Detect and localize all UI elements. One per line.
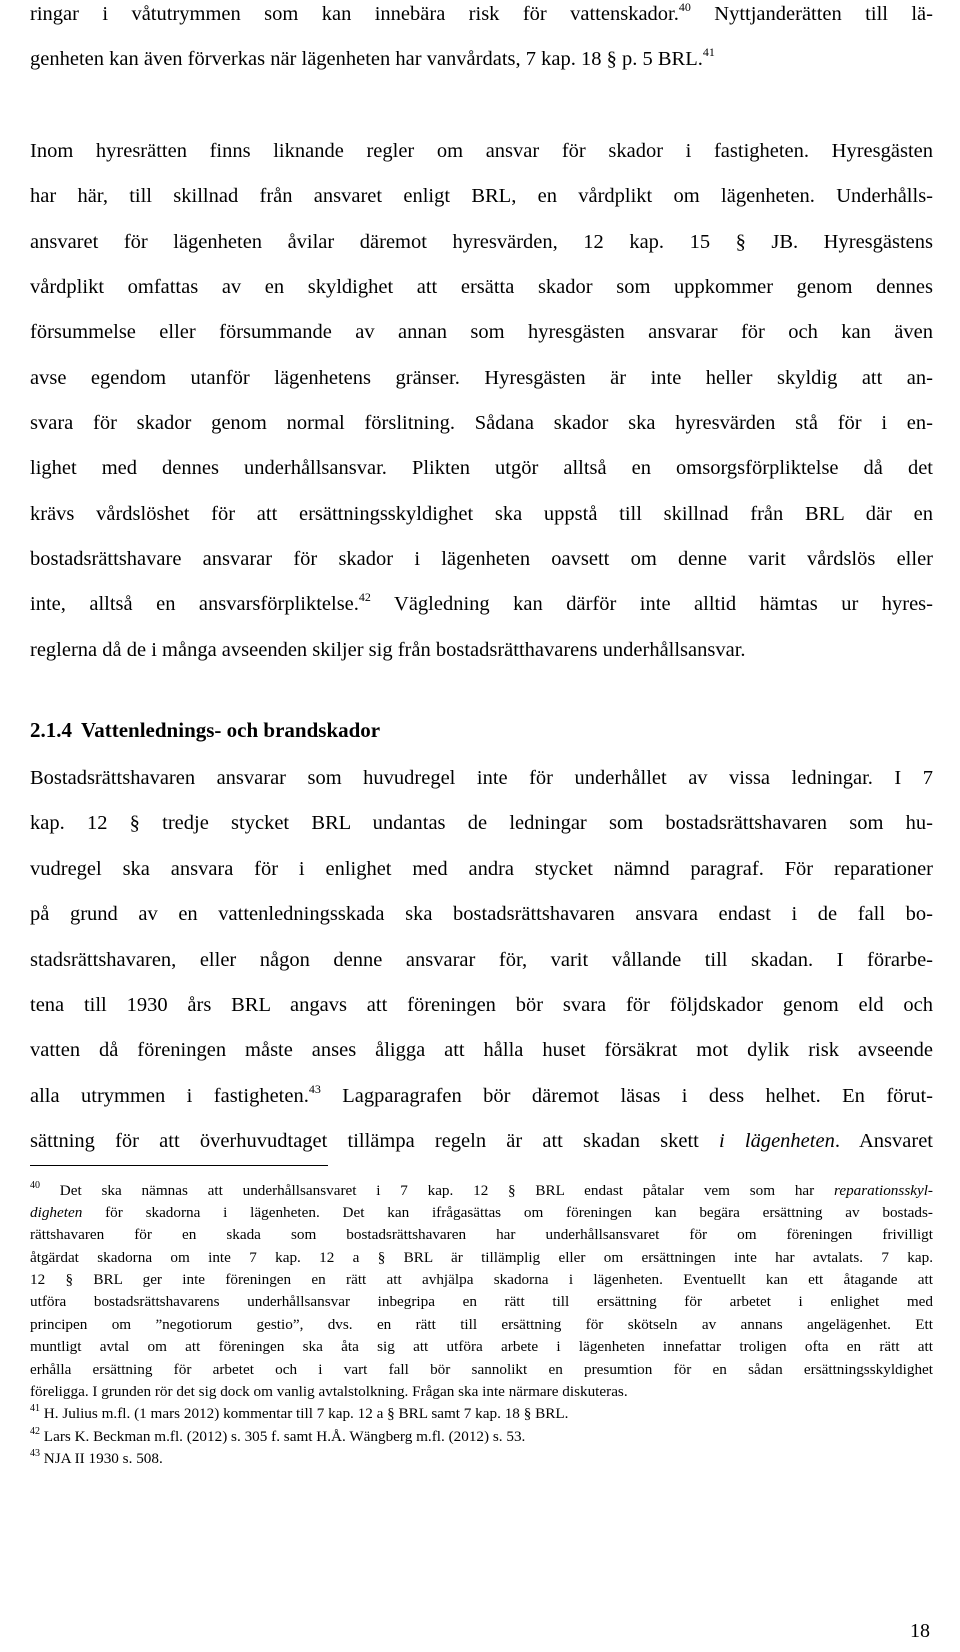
body-line: krävs vårdslöshet för att ersättningsskyldighet ska uppstå till skillnad från BRL där en [30,503,933,525]
body-line: bostadsrättshavare ansvarar för skador i lägenheten oavsett om denne varit vårdslös eller [30,548,933,570]
body-line: kap. 12 § tredje stycket BRL undantas de ledningar som bostadsrättshavaren som hu- [30,812,933,834]
body-line: avse egendom utanför lägenhetens gränser. Hyresgästen är inte heller skyldig att an- [30,367,933,389]
body-line: vårdplikt omfattas av en skyldighet att ersätta skador som uppkommer genom dennes [30,276,933,298]
body-line: sättning för att överhuvudtaget tillämpa regeln är att skadan skett i lägenheten. Ansvaret [30,1130,933,1152]
section-heading [30,718,380,743]
body-line: genheten kan även förverkas när lägenheten har vanvårdats, 7 kap. 18 § p. 5 BRL.$^{41}$ [30,45,715,70]
footnote-number: 43 [30,1448,40,1459]
footnote-line: muntligt avtal om att föreningen ska åta sig att utföra arbete i lägenheten innefattar troligen ofta en rätt att [30,1338,933,1355]
section-title: Vattenlednings- och brandskador [81,718,381,742]
footnote-separator [30,1165,328,1166]
body-line: på grund av en vattenledningsskada ska bostadsrättshavaren ansvara endast i de fall bo- [30,903,933,925]
body-line: Inom hyresrätten finns liknande regler om ansvar för skador i fastigheten. Hyresgästen [30,140,933,162]
footnote-line: principen om ”negotiorum gestio”, dvs. en rätt till ersättning för skötseln av annans angelägenhet. Ett [30,1316,933,1333]
body-line: tena till 1930 års BRL angavs att föreningen bör svara för följdskador genom eld och [30,994,933,1016]
footnote-ref-43[interactable]: 43 [308,1082,321,1096]
footnote-line: rättshavaren för en skada som bostadsrättshavaren har underhållsansvaret för om föreningen frivilligt [30,1226,933,1243]
page-number: 18 [910,1620,930,1642]
body-line: ansvaret för lägenheten åvilar däremot hyresvärden, 12 kap. 15 § JB. Hyresgästens [30,231,933,253]
body-line: Bostadsrättshavaren ansvarar som huvudregel inte för underhållet av vissa ledningar. I 7 [30,767,933,789]
body-line: stadsrättshavaren, eller någon denne ansvarar för, varit vållande till skadan. I förarbe- [30,949,933,971]
footnote-41: $^{41}$ H. Julius m.fl. (1 mars 2012) kommentar till 7 kap. 12 a § BRL samt 7 kap. 18 § BRL. [30,1403,569,1422]
footnote-line: erhålla ersättning för arbetet och i vart fall bör sannolikt en presumtion för en sådan ersättningsskyldighet [30,1361,933,1378]
section-number: 2.1.4 [30,718,72,742]
body-line: svara för skador genom normal förslitning. Sådana skador ska hyresvärden stå för i en- [30,412,933,434]
body-line: ringar i våtutrymmen som kan innebära risk för vattenskador.$^{40}$ Nyttjanderätten till lä- [30,0,933,25]
body-line: vudregel ska ansvara för i enlighet med andra stycket nämnd paragraf. För reparationer [30,858,933,880]
body-line: lighet med dennes underhållsansvar. Plikten utgör alltså en omsorgsförpliktelse då det [30,457,933,479]
footnote-ref-41[interactable]: 41 [702,45,715,59]
footnote-42: $^{42}$ Lars K. Beckman m.fl. (2012) s. 305 f. samt H.Å. Wängberg m.fl. (2012) s. 53. [30,1426,526,1445]
footnote-number: 42 [30,1426,40,1437]
footnote-line: föreligga. I grunden rör det sig dock om vanlig avtalstolkning. Frågan ska inte närmare diskuteras. [30,1383,628,1400]
footnote-40: $^{40}$ Det ska nämnas att underhållsansvaret i 7 kap. 12 § BRL endast påtalar vem som har reparationsskyl- [30,1180,933,1199]
body-line: har här, till skillnad från ansvaret enligt BRL, en vårdplikt om lägenheten. Underhålls- [30,185,933,207]
footnote-line: utföra bostadsrättshavarens underhållsansvar inbegripa en rätt till ersättning för arbetet i enlighet med [30,1293,933,1310]
footnote-number: 41 [30,1403,40,1414]
footnote-line: 12 § BRL ger inte föreningen en rätt att avhjälpa skadorna i lägenheten. Eventuellt kan ett åtagande att [30,1271,933,1288]
body-line: försummelse eller försummande av annan som hyresgästen ansvarar för och kan även [30,321,933,343]
footnote-number: 40 [30,1180,40,1191]
body-line: alla utrymmen i fastigheten.$^{43}$ Lagparagrafen bör däremot läsas i dess helhet. En förut- [30,1082,934,1107]
footnote-ref-40[interactable]: 40 [678,0,691,14]
body-line: vatten då föreningen måste anses åligga att hålla huset försäkrat mot dylik risk avseende [30,1039,933,1061]
footnote-43: $^{43}$ NJA II 1930 s. 508. [30,1448,163,1467]
body-line: reglerna då de i många avseenden skiljer sig från bostadsrätthavarens underhållsansvar. [30,639,746,661]
footnote-ref-42[interactable]: 42 [358,590,371,604]
footnote-line: digheten för skadorna i lägenheten. Det kan ifrågasättas om föreningen kan begära ersättning av bostads- [30,1204,933,1221]
body-line: inte, alltså en ansvarsförpliktelse.$^{42}$ Vägledning kan därför inte alltid hämtas ur hyres- [30,590,933,615]
footnote-line: åtgärdat skadorna om inte 7 kap. 12 a § BRL är tillämplig eller om ersättningen inte har avtalats. 7 kap. [30,1249,933,1266]
